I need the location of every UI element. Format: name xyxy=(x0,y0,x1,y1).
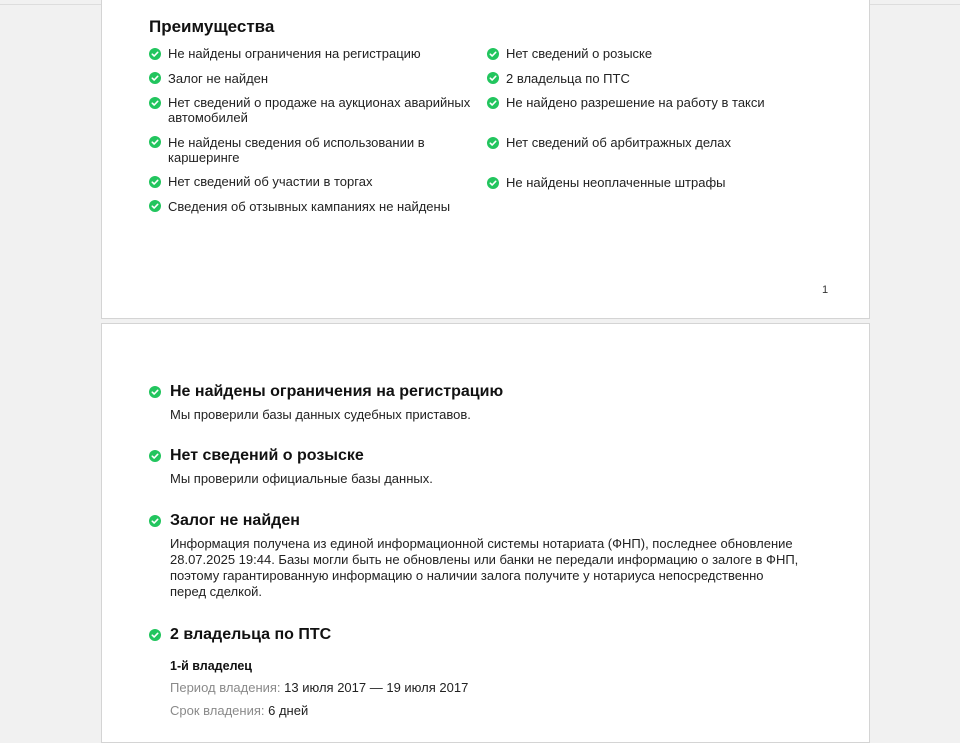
check-circle-icon xyxy=(149,136,161,148)
advantage-item xyxy=(487,71,787,86)
check-circle-icon xyxy=(149,72,161,84)
section-registration-restrictions xyxy=(149,383,809,423)
advantage-label: Не найдены сведения об использовании в каршеринге xyxy=(168,134,425,165)
section-owners xyxy=(149,626,809,719)
check-circle-icon xyxy=(149,386,161,398)
check-circle-icon xyxy=(149,200,161,212)
check-circle-icon xyxy=(149,515,161,527)
section-header xyxy=(149,626,809,644)
section-wanted xyxy=(149,447,809,487)
section-title: Не найдены ограничения на регистрацию xyxy=(170,383,504,400)
section-body: Мы проверили базы данных судебных приставов. xyxy=(170,407,471,422)
advantage-item xyxy=(487,95,787,110)
advantage-label: Нет сведений о розыске xyxy=(506,46,653,61)
ownership-term-label: Срок владения: xyxy=(170,703,265,718)
advantage-label: Нет сведений о продаже на аукционах аварийных автомобилей xyxy=(168,95,471,125)
report-page-2 xyxy=(101,323,870,743)
section-body: Мы проверили официальные базы данных. xyxy=(170,471,433,486)
advantage-label: Нет сведений об участии в торгах xyxy=(168,174,373,189)
section-title: Залог не найден xyxy=(170,512,300,529)
page-number: 1 xyxy=(822,284,829,296)
section-header xyxy=(149,512,809,530)
ownership-period-value: 13 июля 2017 — 19 июля 2017 xyxy=(284,680,469,695)
ownership-period-row xyxy=(170,680,809,696)
check-circle-icon xyxy=(487,72,499,84)
advantages-title: Преимущества xyxy=(149,17,275,36)
advantage-label: Не найдено разрешение на работу в такси xyxy=(506,95,765,110)
check-circle-icon xyxy=(149,97,161,109)
advantage-item xyxy=(149,135,479,165)
section-title: 2 владельца по ПТС xyxy=(170,626,332,643)
check-circle-icon xyxy=(149,450,161,462)
check-circle-icon xyxy=(487,48,499,60)
check-circle-icon xyxy=(149,48,161,60)
check-circle-icon xyxy=(149,629,161,641)
advantage-item xyxy=(487,135,787,150)
advantage-item xyxy=(149,174,479,189)
advantage-item xyxy=(149,71,479,86)
advantage-label: Нет сведений об арбитражных делах xyxy=(506,135,731,150)
advantages-right-column xyxy=(487,46,787,200)
check-circle-icon xyxy=(149,176,161,188)
advantage-label: Не найдены ограничения на регистрацию xyxy=(168,46,421,61)
section-header xyxy=(149,383,809,401)
report-page-1 xyxy=(101,0,870,319)
owner-title: 1-й владелец xyxy=(170,659,252,673)
ownership-term-value: 6 дней xyxy=(268,703,309,718)
check-circle-icon xyxy=(487,177,499,189)
section-body: Информация получена из единой информационной системы нотариата (ФНП), последнее обновление 28.07.2025 19:44. Базы могли быть не обновлены или банки не передали информацию о залоге в ФНП, поэтому гарантированную информацию о наличии залога получите у нотариуса непосредственно перед сделкой. xyxy=(170,536,799,599)
ownership-term-row xyxy=(170,703,809,719)
advantage-label: 2 владельца по ПТС xyxy=(506,70,630,86)
advantage-item xyxy=(487,46,787,61)
advantages-left-column xyxy=(149,46,479,223)
advantage-label: Залог не найден xyxy=(168,70,269,86)
advantage-label: Сведения об отзывных кампаниях не найдены xyxy=(168,198,451,214)
advantage-item xyxy=(149,46,479,61)
check-circle-icon xyxy=(487,97,499,109)
ownership-period-label: Период владения: xyxy=(170,680,281,695)
section-pledge xyxy=(149,512,809,600)
advantage-item xyxy=(487,175,787,190)
section-title: Нет сведений о розыске xyxy=(170,447,364,464)
advantage-item xyxy=(149,95,479,125)
section-header xyxy=(149,447,809,465)
advantage-label: Не найдены неоплаченные штрафы xyxy=(506,175,726,190)
check-circle-icon xyxy=(487,137,499,149)
advantage-item xyxy=(149,199,479,214)
